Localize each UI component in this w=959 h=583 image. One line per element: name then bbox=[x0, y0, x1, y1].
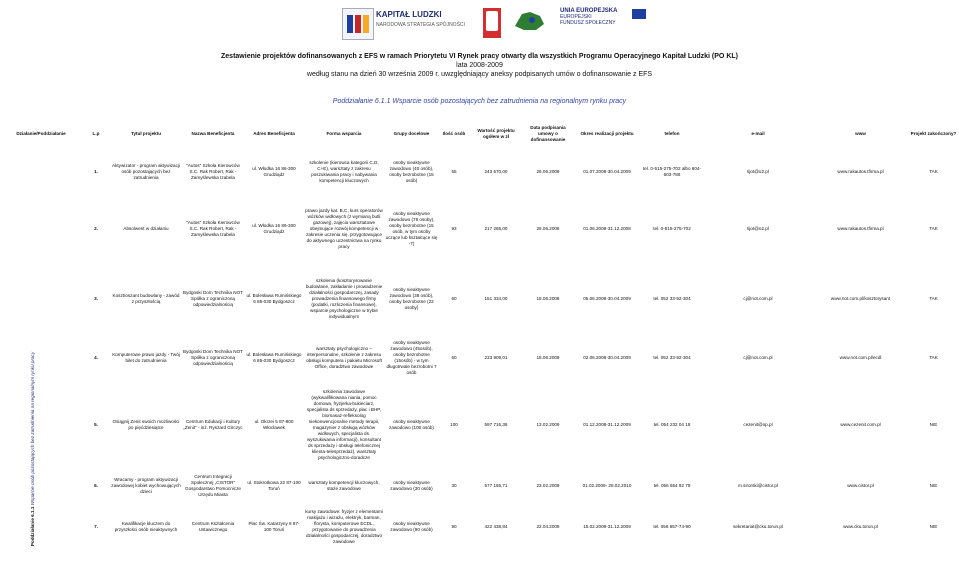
cell-count: 100 bbox=[450, 422, 458, 427]
cell-groups: osoby nieaktywne zawodowo (45osób), osoby bezrobotne (15osób) - w tym długotrwale bezrobotni 7 osób bbox=[386, 340, 437, 375]
cell-date: 26.06.2008 bbox=[536, 226, 560, 231]
column-header: Projekt zakończony? bbox=[910, 131, 957, 136]
cell-title: Aktywizator - program aktywizacji osób pozostających bez zatrudnienia bbox=[112, 163, 180, 180]
cell-groups: osoby nieaktywne zawodowo (40 osób), osoby bezrobotne (15 osób) bbox=[389, 160, 434, 183]
cell-lp: 2. bbox=[94, 226, 98, 231]
header-line2: lata 2008-2009 bbox=[456, 62, 503, 69]
cell-phone: tel. 054 232 04 18 bbox=[653, 422, 691, 427]
column-header: Forma wsparcia bbox=[326, 131, 362, 136]
table-row bbox=[0, 148, 959, 196]
cell-beneficiary: Centrum Edukacji i Kultury „Zenit” - inż. Ryszard Girczyc bbox=[183, 419, 243, 430]
table-row bbox=[0, 470, 959, 502]
cell-www: www.not.com.pl/ecdl bbox=[839, 355, 882, 360]
cell-value: 597 716,36 bbox=[484, 422, 508, 427]
cell-groups: osoby nieaktywne zawodowo (38 osób), osoby bezrobotne (22 osoby) bbox=[389, 287, 434, 310]
side-label-bold: Poddziałanie 6.1.1 bbox=[30, 506, 35, 547]
cell-value: 422 438,84 bbox=[484, 524, 508, 529]
cell-email: tijot@o2.pl bbox=[747, 226, 769, 231]
cell-form: kursy zawodowe: fryzjer z elementami makijażu i wizażu, elektryk, barman, florysta, komputerowe ECDL, przygotowanie do prowadzenia działalności gospodarczej, doradztwo zawodowe bbox=[305, 509, 383, 544]
cell-address: Plac Św. Katarzyny 8 87-100 Toruń bbox=[248, 521, 300, 532]
table-row bbox=[0, 380, 959, 470]
cell-date: 23.02.2009 bbox=[536, 483, 560, 488]
cell-title: Absolwent w działaniu bbox=[123, 226, 169, 231]
cell-www: www.cistor.pl bbox=[847, 483, 874, 488]
table-row bbox=[0, 196, 959, 262]
cell-address: ul. Stokrotkowa 22 87-100 Toruń bbox=[247, 480, 301, 491]
cell-period: 01.02.2009- 28.02.2010 bbox=[582, 483, 632, 488]
cell-form: prawo jazdy kat. B,C, kurs operatorów wózków widłowych (z wymianą butli gazowej), zajęcia warsztatowe obejmujące rozwój kompetencji w zakresie uczenia się, przygotowujące do aktywnego uczestnictwa na rynku pracy bbox=[305, 208, 383, 249]
cell-count: 60 bbox=[451, 355, 457, 360]
cell-date: 22.04.2009 bbox=[536, 524, 560, 529]
ue-logo bbox=[560, 8, 620, 38]
cell-count: 30 bbox=[451, 483, 457, 488]
cell-beneficiary: Bydgoski Dom Technika NOT Spółka z ograniczoną odpowiedzialnością bbox=[183, 290, 243, 307]
column-header: www bbox=[855, 131, 866, 136]
cell-value: 577 165,71 bbox=[484, 483, 508, 488]
kl-subtitle: NARODOWA STRATEGIA SPÓJNOŚCI bbox=[376, 22, 465, 28]
cell-groups: osoby nieaktywne zawodowo (30 osób) bbox=[390, 480, 433, 491]
header-row bbox=[0, 120, 959, 148]
cell-phone: tel. 052 33-92-304 bbox=[653, 355, 691, 360]
cell-beneficiary: "Autos" Szkoła Kierowców S.C. Rak Robert, Rak - Zamyślewska Izabela bbox=[186, 163, 240, 180]
cell-period: 01.12.2008-31.12.2009 bbox=[583, 422, 631, 427]
cell-value: 217 265,00 bbox=[484, 226, 508, 231]
cell-date: 18.06.2008 bbox=[536, 296, 560, 301]
cell-www: www.rakautos.tfirma.pl bbox=[837, 169, 884, 174]
side-label bbox=[30, 316, 42, 582]
cell-title: Wracamy - program aktywizacji zawodowej kobiet wychowujących dzieci bbox=[111, 477, 181, 494]
cell-count: 55 bbox=[451, 169, 457, 174]
cell-www: www.not.com.pl/kosztorysant bbox=[830, 296, 891, 301]
cell-phone: tel. 056 657-74-90 bbox=[653, 524, 691, 529]
cell-title: Koszt/oszant budowlany - zawód z przyszłością bbox=[112, 293, 180, 304]
cell-www: www.rakautos.tfirma.pl bbox=[837, 226, 884, 231]
column-header: e-mail bbox=[751, 131, 765, 136]
ue-line1: UNIA EUROPEJSKA bbox=[560, 8, 618, 14]
cell-lp: 1. bbox=[94, 169, 98, 174]
column-header: Tytuł projektu bbox=[130, 131, 162, 136]
cell-title: Komputerowe prawo jazdy - Twój bilet do zatrudnienia bbox=[112, 352, 180, 363]
cell-lp: 6. bbox=[94, 483, 98, 488]
cell-beneficiary: Centrum Kształcenia Ustawicznego bbox=[191, 521, 235, 532]
side-label-rest: Wsparcie osób pozostających bez zatrudnienia na regionalnym rynku pracy bbox=[30, 351, 35, 507]
cell-form: warsztaty kompetencji kluczowych, staże zawodowe bbox=[308, 480, 380, 491]
cell-email: cezenit@op.pl bbox=[743, 422, 773, 427]
cell-email: m.sirorski@cistor.pl bbox=[738, 483, 778, 488]
column-header: Grupy docelowe bbox=[393, 131, 430, 136]
column-header: L.p bbox=[92, 131, 100, 136]
header-line1: Zestawienie projektów dofinansowanych z EFS w ramach Priorytetu VI Rynek pracy otwarty dla wszystkich Programu Operacyjnego Kapitał Ludzki (PO KL) bbox=[221, 53, 738, 60]
table-row bbox=[0, 502, 959, 552]
ue-line3: FUNDUSZ SPOŁECZNY bbox=[560, 20, 616, 26]
cell-value: 243 570,00 bbox=[484, 169, 508, 174]
cell-period: 01.06.2008-31.12.2008 bbox=[583, 226, 631, 231]
cell-form: szkolenia (kosztorysowanie budowlane, zakładanie i prowadzenie działalności gospodarczej, zasady prowadzenia finansowego firmy (podatki, rozliczenia finansowe), wsparcie psychologiczne w trybie indywidualnym bbox=[305, 278, 383, 319]
column-header: Działanie/Poddziałanie bbox=[16, 131, 66, 136]
header-line3: według stanu na dzień 30 września 2009 r. uwzględniający aneksy podpisanych umów o dofinansowanie z EFS bbox=[306, 71, 653, 78]
cell-period: 02.06.2008-30.04.2009 bbox=[583, 355, 631, 360]
cell-email: sekretariat@cku.torun.pl bbox=[733, 524, 783, 529]
column-header: Nazwa Beneficjenta bbox=[191, 131, 235, 136]
cell-lp: 4. bbox=[94, 355, 98, 360]
kapital-ludzki-logo bbox=[342, 8, 475, 38]
region-coat-of-arms-icon bbox=[483, 8, 501, 38]
cell-form: szkolenia zawodowe (wykwalifikowana niania, pomoc domowa, fryzjerka-bukieciarz, specjalista ds sprzedaży, płac i BHP, biomasaż-refleksolog niekonwencjonalne metody terapii, magazynier z obsługą wózków widłowych, specjalista ds. wyszukiwania informacji), konsultant ds sprzedaży i obsługi telefonicznej klienta-telesprzedaż), warsztaty psychologiczno-doradcze bbox=[306, 389, 382, 460]
cell-email: cj@not.com.pl bbox=[743, 296, 773, 301]
cell-done: TAK bbox=[929, 355, 938, 360]
section-cell bbox=[0, 148, 82, 196]
cell-done: TAK bbox=[929, 169, 938, 174]
cell-address: ul. Bolesława Rumińskiego 6 85-030 Bydgoszcz bbox=[246, 352, 302, 363]
eu-map-icon bbox=[510, 6, 550, 36]
cell-phone: tel. 0-515-275-702 bbox=[653, 226, 691, 231]
cell-done: NIE bbox=[929, 422, 938, 427]
cell-email: tijot@o2.pl bbox=[747, 169, 769, 174]
cell-title: Osiągnij Zenit swoich możliwości po pięćdziesiątce bbox=[112, 419, 180, 430]
cell-count: 60 bbox=[451, 296, 457, 301]
column-header: Wartość projektu ogółem w zł bbox=[477, 128, 515, 139]
section-cell bbox=[0, 196, 82, 262]
cell-title: Kwalifikacje kluczem do przyszłości osób nieaktywnych bbox=[114, 521, 178, 532]
cell-form: szkolenie (kierowca kategorii C,D, C+E), warsztaty z zakresu poszukiwania pracy i nabywania kompetencji kluczowych bbox=[309, 160, 379, 183]
cell-lp: 5. bbox=[94, 422, 98, 427]
cell-address: ul. Włodka 16 86-300 Grudziądz bbox=[252, 223, 296, 234]
cell-date: 26.06.2009 bbox=[536, 169, 560, 174]
cell-www: www.cezenit.com.pl bbox=[840, 422, 881, 427]
cell-address: ul. Włodka 16 86-300 Grudziądz bbox=[252, 166, 296, 177]
cell-phone: tel. 056 654 92 79 bbox=[653, 483, 691, 488]
table-body bbox=[0, 148, 959, 552]
cell-groups: osoby nieaktywne zawodowo (90 osób) bbox=[390, 521, 433, 532]
table-row bbox=[0, 336, 959, 380]
column-header: Okres realizacji projektu bbox=[580, 131, 634, 136]
projects-table bbox=[0, 120, 959, 552]
cell-period: 15.02.2009-31.12.2009 bbox=[583, 524, 631, 529]
cell-date: 13.02.2009 bbox=[536, 422, 560, 427]
cell-beneficiary: Bydgoski Dom Technika NOT Spółka z ograniczoną odpowiedzialnością bbox=[183, 349, 243, 366]
cell-www: www.cku.torun.pl bbox=[843, 524, 878, 529]
cell-period: 01.07.2008-30.04.2009 bbox=[583, 169, 631, 174]
cell-lp: 7. bbox=[94, 524, 98, 529]
cell-done: NIE bbox=[929, 483, 938, 488]
kl-emblem-icon bbox=[342, 8, 374, 40]
cell-phone: tel. 052 33-92-304 bbox=[653, 296, 691, 301]
document-header bbox=[0, 52, 959, 79]
eu-flag-icon bbox=[632, 9, 646, 19]
column-header: Adres Beneficjenta bbox=[253, 131, 295, 136]
cell-groups: osoby nieaktywne zawodowo (78 osoby), osoby bezrobotne (15 osób, w tym osoby uczące lub kształcące się -7) bbox=[385, 211, 438, 246]
cell-phone: tel. 0-515-275-702 albo 604-603-786 bbox=[643, 166, 701, 177]
cell-count: 90 bbox=[451, 524, 457, 529]
cell-groups: osoby nieaktywne zawodowo (100 osób) bbox=[389, 419, 434, 430]
cell-email: cj@not.com.pl bbox=[743, 355, 773, 360]
logos-bar bbox=[0, 0, 959, 50]
cell-period: 05.06.2008-30.04.2009 bbox=[583, 296, 631, 301]
cell-value: 233 909,01 bbox=[484, 355, 508, 360]
cell-lp: 3. bbox=[94, 296, 98, 301]
cell-date: 18.06.2009 bbox=[536, 355, 560, 360]
kl-title: KAPITAŁ LUDZKI bbox=[376, 10, 442, 19]
cell-beneficiary: Centrum Integracji Społecznej „CISTOR” Gospodarstwo Pomocnicze Urzędu Miasta bbox=[185, 474, 241, 497]
cell-done: TAK bbox=[929, 226, 938, 231]
table-row bbox=[0, 262, 959, 336]
cell-done: TAK bbox=[929, 296, 938, 301]
column-header: telefon bbox=[664, 131, 680, 136]
cell-beneficiary: "Autos" Szkoła Kierowców S.C. Rak Robert, Rak - Zamyślewska Izabela bbox=[186, 220, 240, 237]
cell-done: NIE bbox=[929, 524, 938, 529]
column-header: Ilość osób bbox=[442, 131, 466, 136]
cell-count: 93 bbox=[451, 226, 457, 231]
cell-address: ul. Okrzei 5 87-800 Włocławek bbox=[254, 419, 294, 430]
subtitle: Poddziałanie 6.1.1 Wsparcie osób pozostających bez zatrudnienia na regionalnym rynku pracy bbox=[332, 98, 627, 105]
ue-line2: EUROPEJSKI bbox=[560, 14, 592, 20]
column-header: Data podpisania umowy o dofinansowanie bbox=[530, 125, 566, 142]
cell-address: ul. Bolesława Rumińskiego 6 85-030 Bydgoszcz bbox=[246, 293, 302, 304]
cell-value: 151 334,00 bbox=[484, 296, 508, 301]
cell-form: warsztaty psychologiczno – interpersonalne, szkolenie z zakresu obsługi komputera i pakietu Microsoft Office, doradztwo zawodowe bbox=[306, 346, 382, 369]
